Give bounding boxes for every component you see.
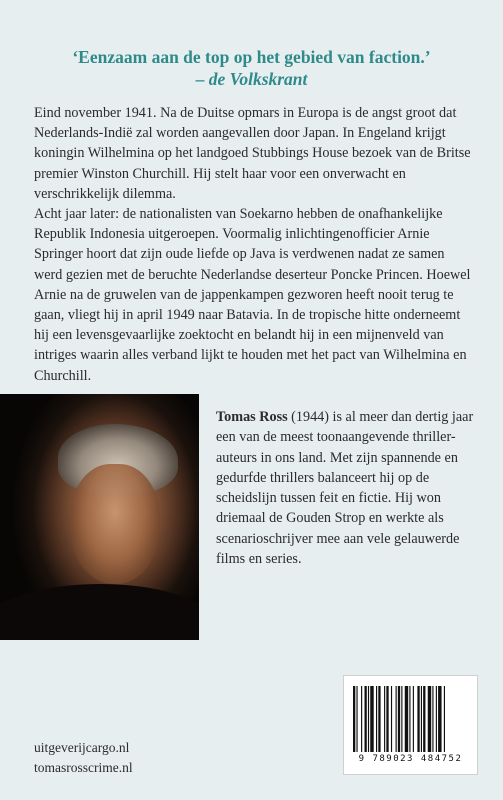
quote-text: ‘Eenzaam aan de top op het gebied van faction.’ [72,47,431,67]
author-bio-text: (1944) is al meer dan dertig jaar een van de meest toonaangevende thriller-auteurs in ons land. Met zijn spannende en gedurfde thrillers balanceert hij op de scheidslijn tussen feit en fictie. Hij won driemaal de Gouden Strop en werkte als scenarioschrijver mee aan vele gelauwerde films en series. [216,409,474,568]
review-quote [30,46,473,90]
quote-source-line [30,68,473,90]
author-photo [0,394,199,640]
website-links [34,738,133,778]
isbn-barcode [343,675,478,775]
author-bio [216,407,478,569]
quote-source: de Volkskrant [208,69,308,89]
barcode-number: 9 789023 484752 [358,754,463,764]
publisher-link[interactable]: uitgeverijcargo.nl [34,740,130,755]
author-name: Tomas Ross [216,409,288,425]
quote-dash: – [195,69,209,89]
barcode-icon [353,686,468,752]
blurb-paragraph-2: Acht jaar later: de nationalisten van Soekarno hebben de onafhankelijke Republik Indonesia uitgeroepen. Voormalig inlichtingenofficier Arnie Springer hoort dat zijn oude liefde op Java is verdwenen nadat ze samen werd gezien met de beruchte Nederlandse deserteur Poncke Princen. Hoewel Arnie na de gruwelen van de jappenkampen gezworen heeft nooit terug te gaan, vliegt hij in april 1949 naar Batavia. In de tropische hitte onderneemt hij een levensgevaarlijke zoektocht en belandt hij in een mijnenveld van intriges waarin alles verband lijkt te houden met het pact van Wilhelmina en Churchill. [34,206,471,384]
author-site-link[interactable]: tomasrosscrime.nl [34,760,133,775]
book-blurb [34,103,474,386]
blurb-paragraph-1: Eind november 1941. Na de Duitse opmars in Europa is de angst groot dat Nederlands-Indië zal worden aangevallen door Japan. In Engeland krijgt koningin Wilhelmina op het landgoed Stubbings House bezoek van de Britse premier Winston Churchill. Hij stelt haar voor een onverwacht en verschrikkelijk dilemma. [34,105,471,202]
